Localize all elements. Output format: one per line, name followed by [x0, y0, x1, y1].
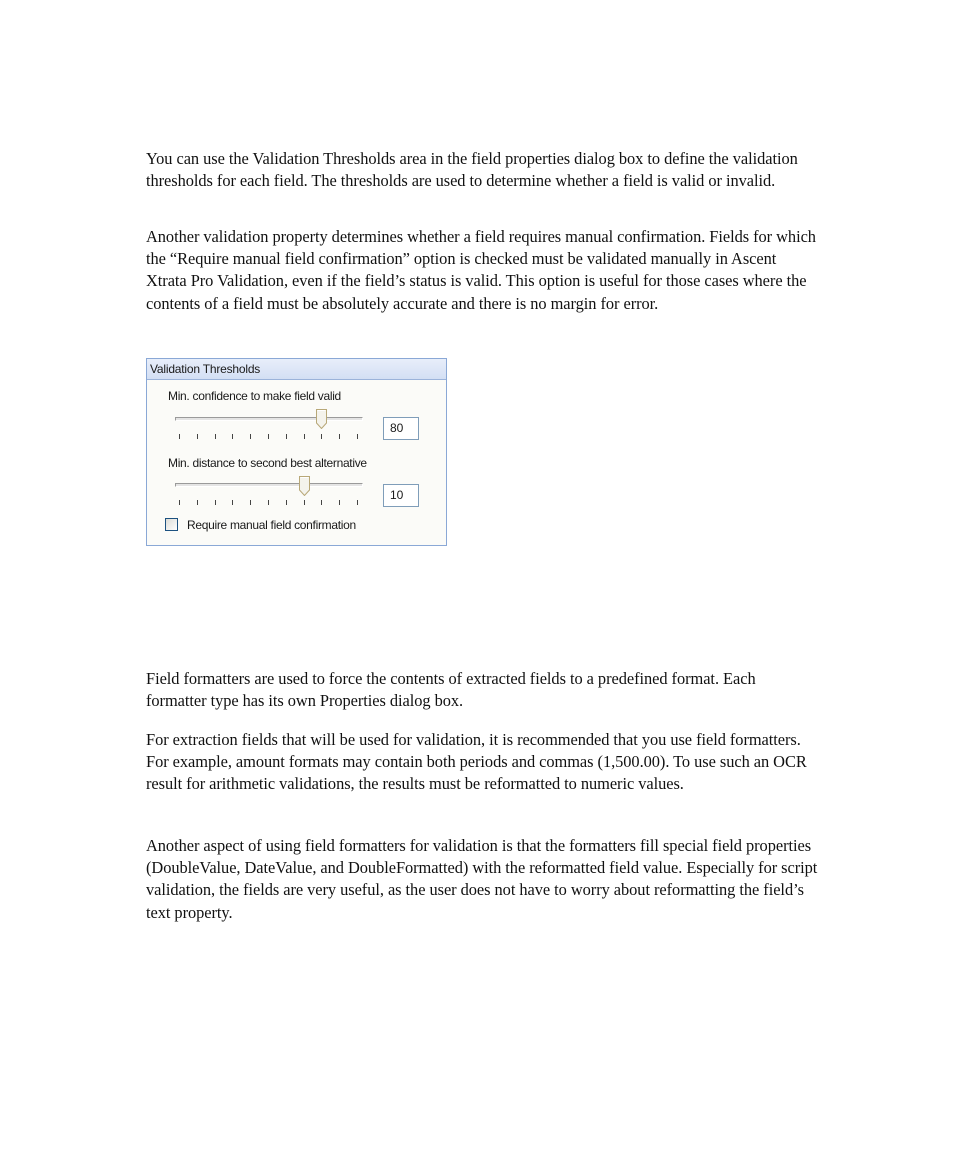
slider-tick	[197, 500, 198, 505]
intro-paragraph: You can use the Validation Thresholds area in the field properties dialog box to define the validation thresholds for each field. The thresholds are used to determine whether a field is valid or invalid.	[146, 149, 798, 191]
slider-tick	[321, 500, 322, 505]
slider-tick	[321, 434, 322, 439]
slider-tick	[232, 434, 233, 439]
distance-ticks	[179, 500, 359, 506]
slider-tick	[250, 500, 251, 505]
slider-tick	[339, 500, 340, 505]
confidence-slider-thumb[interactable]	[316, 409, 327, 429]
confidence-ticks	[179, 434, 359, 440]
formatters-intro-paragraph: Field formatters are used to force the contents of extracted fields to a predefined format. Each formatter type has its own Properties dialog box.	[146, 669, 756, 711]
slider-tick	[232, 500, 233, 505]
formatters-properties-paragraph: Another aspect of using field formatters for validation is that the formatters fill special field properties (DoubleValue, DateValue, and DoubleFormatted) with the reformatted field value. Especially for script validation, the fields are very useful, as the user does not have to worry about reformatting the field’s text property.	[146, 836, 818, 922]
distance-label: Min. distance to second best alternative	[168, 456, 367, 470]
manual-confirmation-paragraph: Another validation property determines whether a field requires manual confirmation. Fields for which the “Require manual field confirmation” option is checked must be validated manually in Ascent Xtrata Pro Validation, even if the field’s status is valid. This option is useful for those cases where the contents of a field must be absolutely accurate and there is no margin for error.	[146, 227, 816, 313]
formatters-recommendation-paragraph: For extraction fields that will be used for validation, it is recommended that you use field formatters. For example, amount formats may contain both periods and commas (1,500.00). To use such an OCR result for arithmetic validations, the results must be reformatted to numeric values.	[146, 730, 807, 794]
distance-value-field[interactable]: 10	[383, 484, 419, 507]
require-confirmation-checkbox[interactable]	[165, 518, 178, 531]
confidence-value-field[interactable]: 80	[383, 417, 419, 440]
confidence-slider-track[interactable]	[175, 417, 363, 421]
slider-tick	[197, 434, 198, 439]
slider-tick	[268, 500, 269, 505]
distance-slider-thumb[interactable]	[299, 476, 310, 496]
slider-tick	[286, 434, 287, 439]
confidence-label: Min. confidence to make field valid	[168, 389, 341, 403]
slider-tick	[304, 500, 305, 505]
slider-tick	[215, 500, 216, 505]
slider-tick	[357, 500, 358, 505]
slider-tick	[250, 434, 251, 439]
slider-tick	[286, 500, 287, 505]
panel-title: Validation Thresholds	[147, 359, 446, 380]
validation-thresholds-panel	[146, 358, 447, 546]
slider-tick	[357, 434, 358, 439]
slider-tick	[339, 434, 340, 439]
require-confirmation-label[interactable]: Require manual field confirmation	[187, 518, 356, 532]
slider-tick	[179, 500, 180, 505]
slider-tick	[179, 434, 180, 439]
slider-tick	[215, 434, 216, 439]
slider-tick	[304, 434, 305, 439]
slider-tick	[268, 434, 269, 439]
distance-slider-track[interactable]	[175, 483, 363, 487]
